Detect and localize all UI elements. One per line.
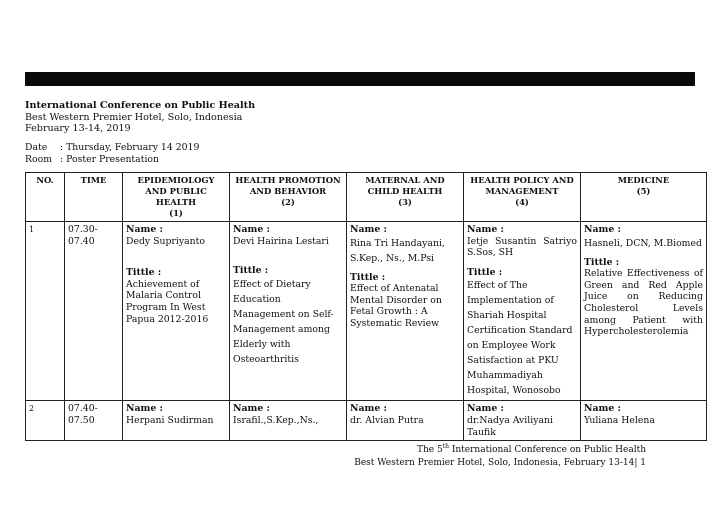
presentation-title: Effect of Dietary Education Management on Self-Management among Elderly with Osteoarthritis bbox=[233, 278, 334, 365]
date-value: : Thursday, February 14 2019 bbox=[60, 142, 200, 153]
room-value: : Poster Presentation bbox=[60, 153, 160, 165]
cell-maternal bbox=[347, 401, 464, 441]
row-time: 07.30-07.40 bbox=[65, 222, 123, 401]
footer-ordinal-suffix: th bbox=[442, 443, 449, 450]
header-health-promotion-label: HEALTH PROMOTION AND BEHAVIOR bbox=[235, 175, 341, 196]
cell-epidemiology bbox=[123, 222, 230, 401]
cell-health-policy bbox=[464, 222, 581, 401]
name-label: Name : bbox=[126, 403, 163, 415]
name-label: Name : bbox=[233, 403, 270, 415]
table-header-row bbox=[26, 173, 707, 222]
header-medicine bbox=[581, 173, 707, 222]
row-number: 2 bbox=[26, 401, 65, 441]
name-label: Name : bbox=[233, 224, 270, 235]
header-medicine-label: MEDICINE bbox=[617, 175, 670, 185]
presenter-name: Hasneli, DCN, M.Biomed bbox=[584, 237, 702, 249]
footer-venue-line: Best Western Premier Hotel, Solo, Indonesia, February 13-14| 1 bbox=[354, 457, 646, 468]
conference-header bbox=[25, 100, 255, 135]
header-health-promotion bbox=[230, 173, 347, 222]
name-label: Name : bbox=[467, 224, 504, 235]
header-black-bar bbox=[25, 72, 695, 86]
cell-health-policy bbox=[464, 401, 581, 441]
conference-title: International Conference on Public Health bbox=[25, 100, 256, 111]
presentation-title: Achievement of Malaria Control Program In West Papua 2012-2016 bbox=[126, 278, 209, 325]
footer-conference-name: International Conference on Public Health bbox=[448, 445, 646, 455]
footer-ordinal: The 5 bbox=[416, 445, 443, 455]
name-label: Name : bbox=[584, 403, 621, 415]
room-label: Room bbox=[25, 153, 53, 165]
header-epidemiology bbox=[123, 173, 230, 222]
row-number: 1 bbox=[26, 222, 65, 401]
row-time: 07.40-07.50 bbox=[65, 401, 123, 441]
table-row bbox=[26, 222, 707, 401]
header-medicine-num: (5) bbox=[636, 186, 651, 196]
name-label: Name : bbox=[126, 224, 163, 235]
conference-dates: February 13-14, 2019 bbox=[25, 123, 131, 134]
presenter-name: dr. Alvian Putra bbox=[350, 414, 424, 426]
header-health-policy-label: HEALTH POLICY AND MANAGEMENT bbox=[470, 175, 574, 196]
cell-health-promotion bbox=[230, 222, 347, 401]
name-label: Name : bbox=[467, 403, 504, 415]
cell-maternal bbox=[347, 222, 464, 401]
title-label: Tittle : bbox=[350, 271, 386, 283]
table-row bbox=[26, 401, 707, 441]
cell-health-promotion bbox=[230, 401, 347, 441]
header-epidemiology-num: (1) bbox=[169, 208, 183, 218]
title-label: Tittle : bbox=[584, 256, 620, 268]
header-health-policy bbox=[464, 173, 581, 222]
header-maternal-label: MATERNAL AND CHILD HEALTH bbox=[365, 175, 445, 196]
session-info bbox=[25, 142, 199, 165]
name-label: Name : bbox=[350, 403, 387, 415]
header-maternal-num: (3) bbox=[398, 197, 412, 207]
header-maternal bbox=[347, 173, 464, 222]
name-label: Name : bbox=[350, 224, 387, 235]
header-health-promotion-num: (2) bbox=[281, 197, 295, 207]
presenter-name: Dedy Supriyanto bbox=[126, 235, 205, 247]
presentation-title: Effect of Antenatal Mental Disorder on Fetal Growth : A Systematic Review bbox=[350, 283, 442, 329]
date-label: Date bbox=[25, 142, 48, 153]
presenter-name: Yuliana Helena bbox=[584, 414, 655, 426]
title-label: Tittle : bbox=[126, 267, 162, 279]
header-health-policy-num: (4) bbox=[515, 197, 529, 207]
cell-medicine bbox=[581, 222, 707, 401]
presenter-name: dr.Nadya Aviliyani Taufik bbox=[467, 414, 553, 438]
presenter-name: Israfil.,S.Kep.,Ns., bbox=[233, 414, 319, 426]
page-footer bbox=[354, 441, 646, 469]
footer-conference-line bbox=[354, 441, 646, 457]
title-label: Tittle : bbox=[467, 266, 503, 278]
name-label: Name : bbox=[584, 224, 621, 235]
header-time: TIME bbox=[65, 173, 123, 222]
header-no: NO. bbox=[26, 173, 65, 222]
presenter-name: Ietje Susantin Satriyo S.Sos, SH bbox=[467, 235, 577, 259]
title-label: Tittle : bbox=[233, 265, 269, 277]
presenter-name: Rina Tri Handayani, S.Kep., Ns., M.Psi bbox=[350, 237, 445, 264]
cell-epidemiology bbox=[123, 401, 230, 441]
schedule-table bbox=[25, 172, 707, 441]
presenter-name: Herpani Sudirman bbox=[126, 414, 214, 426]
presentation-title: Relative Effectiveness of Green and Red Apple Juice on Reducing Cholesterol Levels among Patient with Hypercholesterolemia bbox=[584, 268, 703, 338]
presentation-title: Effect of The Implementation of Shariah Hospital Certification Standard on Employee Work Satisfaction at PKU Muhammadiyah Hospital, Wonosobo bbox=[467, 280, 573, 397]
conference-venue: Best Western Premier Hotel, Solo, Indonesia bbox=[25, 111, 243, 123]
presenter-name: Devi Hairina Lestari bbox=[233, 235, 329, 247]
header-epidemiology-label: EPIDEMIOLOGY AND PUBLIC HEALTH bbox=[137, 175, 215, 207]
cell-medicine bbox=[581, 401, 707, 441]
